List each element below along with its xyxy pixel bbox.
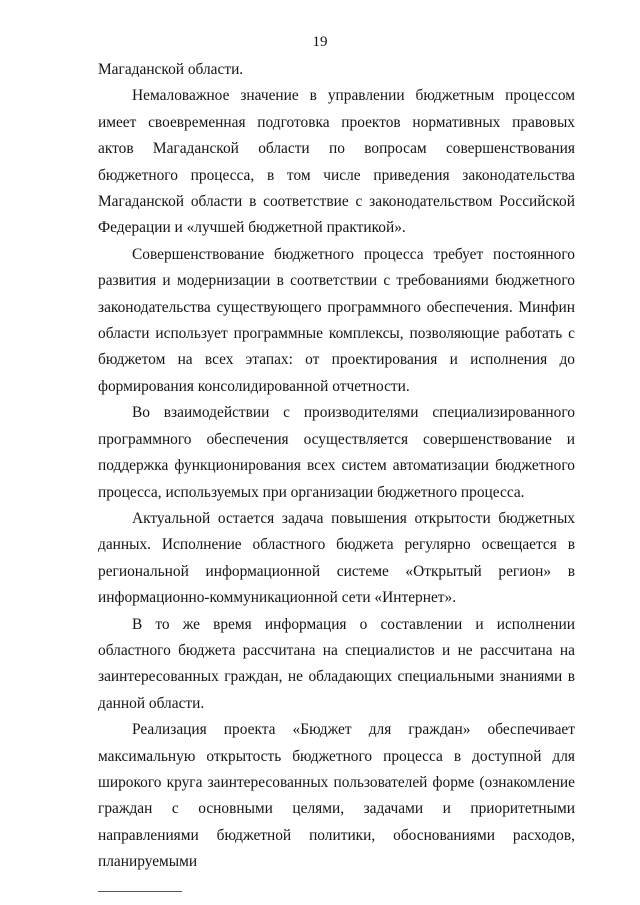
paragraph-openness: Актуальной остается задача повышения открытости бюджетных данных. Исполнение областного бюджета регулярно освещается в региональной информационной системе «Открытый регион» в информационно-коммуникационной сети «Интернет». (98, 509, 575, 607)
paragraph-automation: Во взаимодействии с производителями специализированного программного обеспечения осуществляется совершенствование и поддержка функционирования всех систем автоматизации бюджетного процесса, используемых при организации бюджетного процесса. (98, 404, 575, 501)
paragraph-software: Совершенствование бюджетного процесса требует постоянного развития и модернизации в соответствии с требованиями бюджетного законодательства существующего программного обеспечения. Минфин области использует программные комплексы, позволяющие работать с бюджетом на всех этапах: от проектирования и исполнения до формирования консолидированной отчетности. (98, 245, 575, 395)
paragraph-continuation: Магаданской области. (98, 61, 244, 78)
body-text (98, 57, 575, 876)
footnote-divider (98, 891, 182, 892)
page-number: 19 (312, 34, 328, 50)
paragraph-specialists: В то же время информация о составлении и исполнении областного бюджета рассчитана на специалистов и не рассчитана на заинтересованных граждан, не обладающих специальными знаниями в данной области. (98, 615, 575, 712)
paragraph-legislation: Немаловажное значение в управлении бюджетным процессом имеет своевременная подготовка проектов нормативных правовых актов Магаданской области по вопросам совершенствования бюджетного процесса, в том числе приведения законодательства Магаданской области в соответствие с законодательством Российской Федерации и «лучшей бюджетной практикой». (98, 87, 575, 237)
paragraph-budget-for-citizens: Реализация проекта «Бюджет для граждан» обеспечивает максимальную открытость бюджетного процесса в доступной для широкого круга заинтересованных пользователей форме (ознакомление граждан с основными целями, задачами и приоритетными направлениями бюджетной политики, обоснованиями расходов, планируемыми (98, 721, 575, 871)
